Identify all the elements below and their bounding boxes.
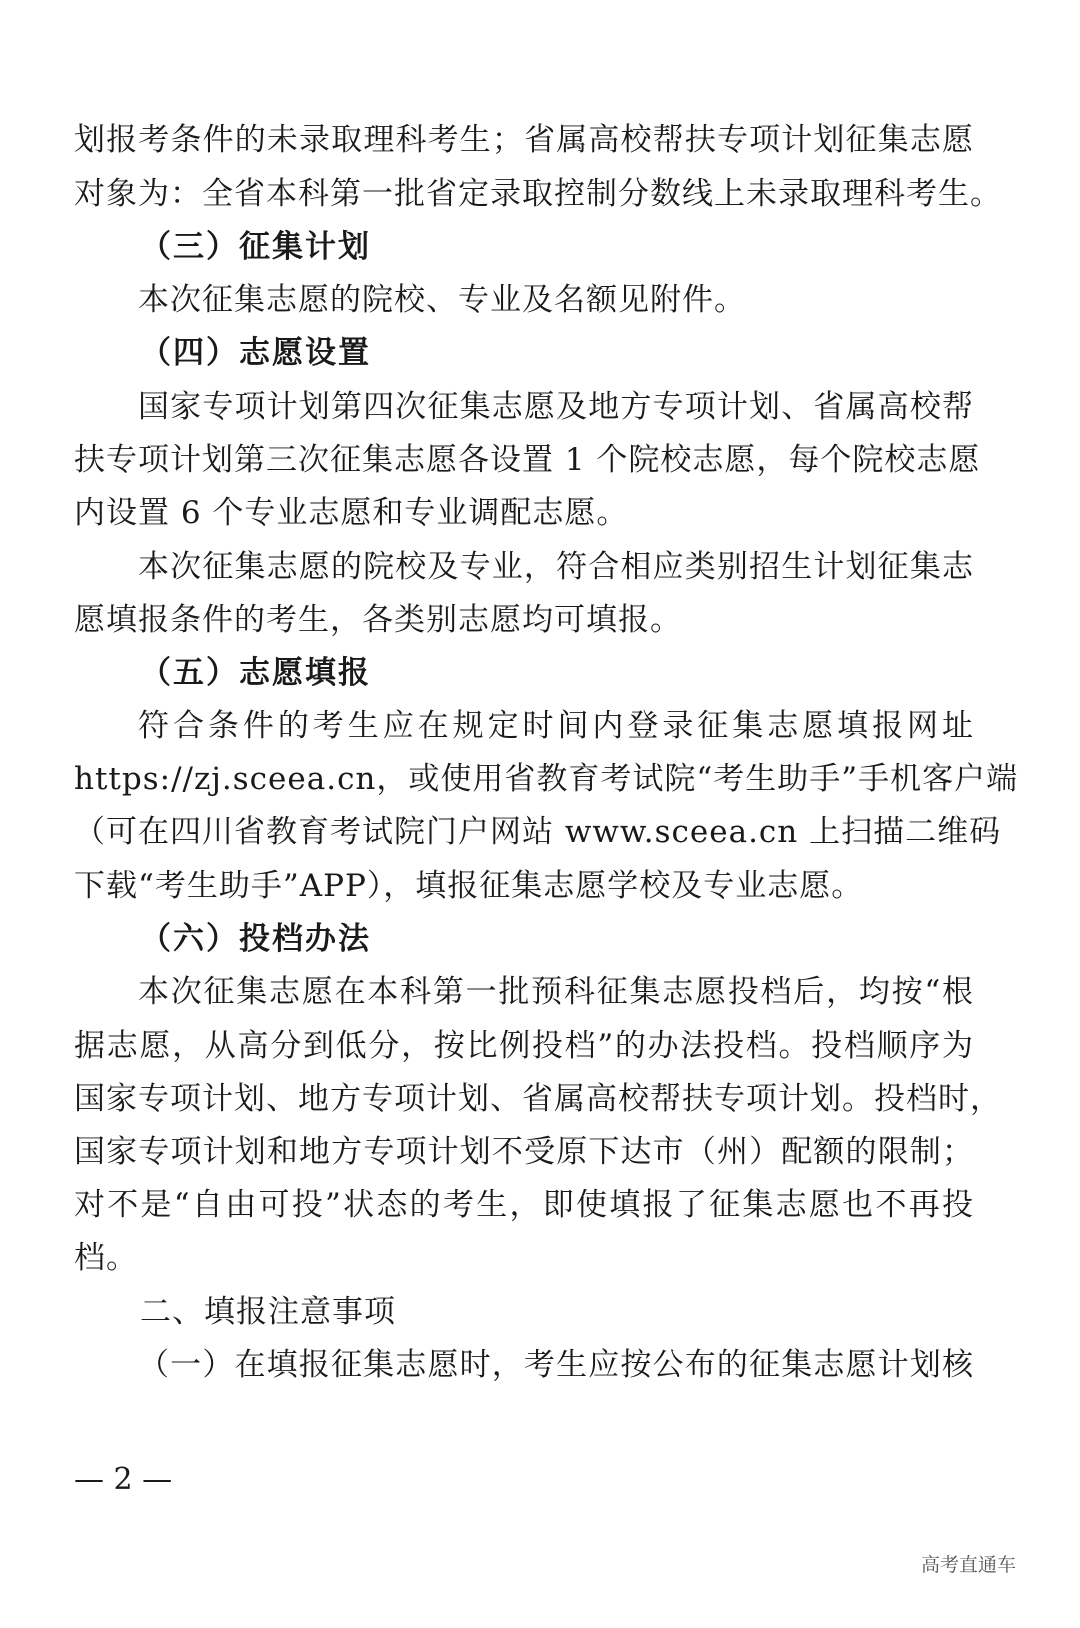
body-line: 下载“考生助手”APP），填报征集志愿学校及专业志愿。	[74, 868, 864, 904]
page-number: — 2 —	[74, 1462, 173, 1497]
body-line: 国家专项计划、地方专项计划、省属高校帮扶专项计划。投档时，	[74, 1081, 1002, 1117]
body-line: 对不是“自由可投”状态的考生，即使填报了征集志愿也不再投	[74, 1187, 974, 1223]
body-line: 本次征集志愿的院校、专业及名额见附件。	[138, 282, 746, 318]
body-line: 国家专项计划和地方专项计划不受原下达市（州）配额的限制；	[74, 1134, 974, 1170]
body-line: 档。	[74, 1240, 138, 1276]
body-line: 扶专项计划第三次征集志愿各设置 1 个院校志愿，每个院校志愿	[74, 442, 981, 478]
body-line: 划报考条件的未录取理科考生；省属高校帮扶专项计划征集志愿	[74, 122, 974, 158]
body-line: 本次征集志愿的院校及专业，符合相应类别招生计划征集志	[138, 549, 974, 585]
section-heading: （五）志愿填报	[140, 655, 371, 691]
section-heading: （三）征集计划	[140, 229, 371, 265]
watermark: 高考直通车	[920, 1554, 1016, 1576]
body-line: https://zj.sceea.cn，或使用省教育考试院“考生助手”手机客户端	[74, 761, 1019, 797]
body-line: 据志愿，从高分到低分，按比例投档”的办法投档。投档顺序为	[74, 1028, 974, 1064]
body-line: 本次征集志愿在本科第一批预科征集志愿投档后，均按“根	[138, 974, 974, 1010]
body-line: 符合条件的考生应在规定时间内登录征集志愿填报网址	[138, 708, 974, 744]
body-line: （一）在填报征集志愿时，考生应按公布的征集志愿计划核	[138, 1347, 974, 1383]
body-line: 愿填报条件的考生，各类别志愿均可填报。	[74, 602, 682, 638]
body-line: （可在四川省教育考试院门户网站 www.sceea.cn 上扫描二维码	[74, 814, 1002, 850]
chapter-heading: 二、填报注意事项	[140, 1294, 396, 1330]
body-line: 国家专项计划第四次征集志愿及地方专项计划、省属高校帮	[138, 389, 974, 425]
section-heading: （六）投档办法	[140, 921, 371, 957]
section-heading: （四）志愿设置	[140, 335, 371, 371]
body-line: 内设置 6 个专业志愿和专业调配志愿。	[74, 495, 629, 531]
body-line: 对象为：全省本科第一批省定录取控制分数线上未录取理科考生。	[74, 176, 1002, 212]
